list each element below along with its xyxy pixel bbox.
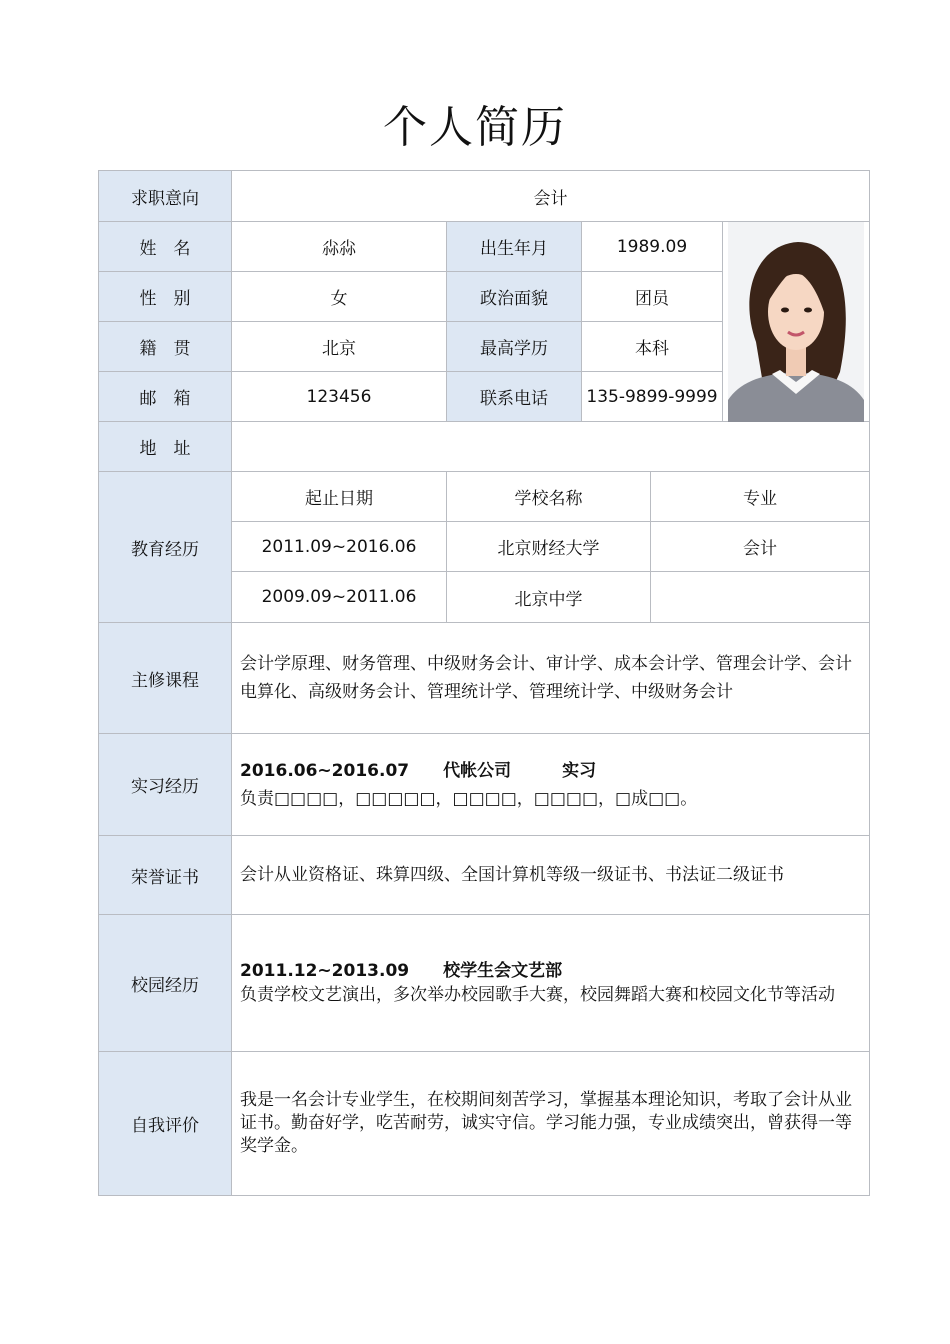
label-education: 教育经历 xyxy=(99,472,232,623)
value-address xyxy=(232,422,869,472)
page-title: 个人简历 xyxy=(383,102,567,153)
value-phone: 135-9899-9999 xyxy=(582,372,723,422)
edu-row-major: 会计 xyxy=(651,522,869,572)
label-birth: 出生年月 xyxy=(447,222,582,272)
edu-header-major: 专业 xyxy=(651,472,869,522)
label-honors: 荣誉证书 xyxy=(99,836,232,915)
value-birth: 1989.09 xyxy=(582,222,723,272)
edu-header-school: 学校名称 xyxy=(447,472,651,522)
campus-detail: 负责学校文艺演出，多次举办校园歌手大赛，校园舞蹈大赛和校园文化节等活动 xyxy=(240,985,835,1005)
label-self-eval: 自我评价 xyxy=(99,1052,232,1195)
campus-heading: 2011.12~2013.09 校学生会文艺部 xyxy=(240,961,563,981)
label-hometown: 籍 贯 xyxy=(99,322,232,372)
edu-row-date: 2009.09~2011.06 xyxy=(232,572,447,623)
value-email: 123456 xyxy=(232,372,447,422)
label-name: 姓 名 xyxy=(99,222,232,272)
resume-table xyxy=(98,170,870,1196)
value-politics: 团员 xyxy=(582,272,723,322)
value-honors: 会计从业资格证、珠算四级、全国计算机等级一级证书、书法证二级证书 xyxy=(232,836,869,915)
value-job: 会计 xyxy=(232,171,869,222)
edu-row-school: 北京财经大学 xyxy=(447,522,651,572)
label-internship: 实习经历 xyxy=(99,734,232,836)
value-internship xyxy=(232,734,869,836)
profile-photo xyxy=(728,222,864,422)
edu-row-date: 2011.09~2016.06 xyxy=(232,522,447,572)
label-address: 地 址 xyxy=(99,422,232,472)
edu-row-school: 北京中学 xyxy=(447,572,651,623)
label-politics: 政治面貌 xyxy=(447,272,582,322)
label-courses: 主修课程 xyxy=(99,623,232,734)
value-education-level: 本科 xyxy=(582,322,723,372)
label-education-level: 最高学历 xyxy=(447,322,582,372)
value-hometown: 北京 xyxy=(232,322,447,372)
value-campus xyxy=(232,915,869,1052)
internship-detail: 负责□□□□，□□□□□，□□□□，□□□□，□成□□。 xyxy=(240,788,698,809)
label-email: 邮 箱 xyxy=(99,372,232,422)
label-phone: 联系电话 xyxy=(447,372,582,422)
label-campus: 校园经历 xyxy=(99,915,232,1052)
edu-header-date: 起止日期 xyxy=(232,472,447,522)
label-gender: 性 别 xyxy=(99,272,232,322)
edu-row-major xyxy=(651,572,869,623)
value-gender: 女 xyxy=(232,272,447,322)
internship-heading: 2016.06~2016.07 代帐公司 实习 xyxy=(240,760,597,781)
value-courses: 会计学原理、财务管理、中级财务会计、审计学、成本会计学、管理会计学、会计电算化、高级财务会计、管理统计学、管理统计学、中级财务会计 xyxy=(232,623,869,734)
value-name: 尛尛 xyxy=(232,222,447,272)
label-job: 求职意向 xyxy=(99,171,232,222)
value-self-eval: 我是一名会计专业学生，在校期间刻苦学习，掌握基本理论知识，考取了会计从业证书。勤奋好学，吃苦耐劳，诚实守信。学习能力强，专业成绩突出，曾获得一等奖学金。 xyxy=(240,1090,852,1156)
